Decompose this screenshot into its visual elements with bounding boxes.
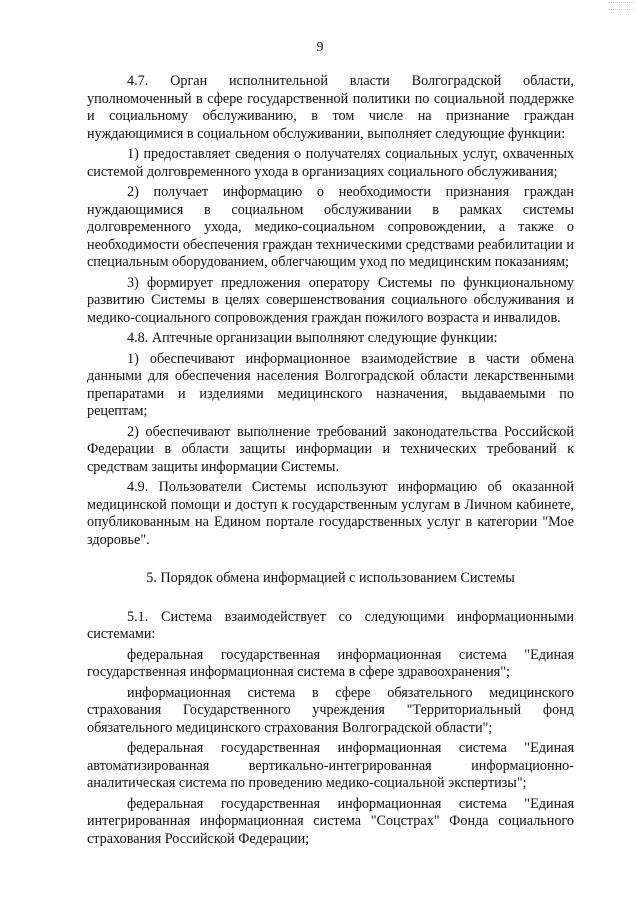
list-item-4-7-2: 2) получает информацию о необходимости признания граждан нуждающимися в социальном обслуживании в рамках системы долговременного ухода, медико-социальном сопровождении, а также о необходимости обеспечения граждан техническими средствами реабилитации и специальным оборудованием, облегчающим уход по медицинским показаниям; xyxy=(87,184,574,270)
paragraph-4-7: 4.7. Орган исполнительной власти Волгоградской области, уполномоченный в сфере государственной политики по социальной поддержке и социальному обслуживанию, в том числе на признание граждан нуждающимися в социальном обслуживании, выполняет следующие функции: xyxy=(87,73,574,142)
system-item: федеральная государственная информационная система "Единая автоматизированная вертикально-интегрированная информационно-аналитическая система по проведению медико-социальной экспертизы"; xyxy=(87,740,574,791)
scan-corner-mark xyxy=(608,2,634,10)
system-item: информационная система в сфере обязательного медицинского страхования Государственного учреждения "Территориальный фонд обязательного медицинского страхования Волгоградской области"; xyxy=(87,684,574,736)
list-item-4-8-1: 1) обеспечивают информационное взаимодействие в части обмена данными для обеспечения населения Волгоградской области лекарственными препаратами и изделиями медицинского назначения, выдаваемыми по рецептам; xyxy=(87,350,574,419)
paragraph-5-1: 5.1. Система взаимодействует со следующими информационными системами: xyxy=(87,608,574,642)
list-item-4-7-1: 1) предоставляет сведения о получателях социальных услуг, охваченных системой долговременного ухода в организациях социального обслуживания; xyxy=(87,146,574,180)
list-item-4-7-3: 3) формирует предложения оператору Системы по функциональному развитию Системы в целях совершенствования социального обслуживания и медико-социального сопровождения граждан пожилого возраста и инвалидов. xyxy=(87,274,574,326)
system-item: федеральная государственная информационная система "Единая интегрированная информационная система "Соцстрах" Фонда социального страхования Российской Федерации; xyxy=(87,795,574,847)
list-item-4-8-2: 2) обеспечивают выполнение требований законодательства Российской Федерации в области защиты информации и технических требований к средствам защиты информации Системы. xyxy=(87,423,574,475)
page-number: 9 xyxy=(316,40,324,55)
paragraph-4-8: 4.8. Аптечные организации выполняют следующие функции: xyxy=(127,330,498,346)
paragraph-4-9: 4.9. Пользователи Системы используют информацию об оказанной медицинской помощи и доступ к государственным услугам в Личном кабинете, опубликованным на Едином портале государственных услуг в категории "Мое здоровье". xyxy=(87,479,574,548)
system-item: федеральная государственная информационная система "Единая государственная информационная система в сфере здравоохранения"; xyxy=(87,646,574,680)
document-body xyxy=(87,73,574,848)
section-heading: 5. Порядок обмена информацией с использованием Системы xyxy=(146,570,515,586)
